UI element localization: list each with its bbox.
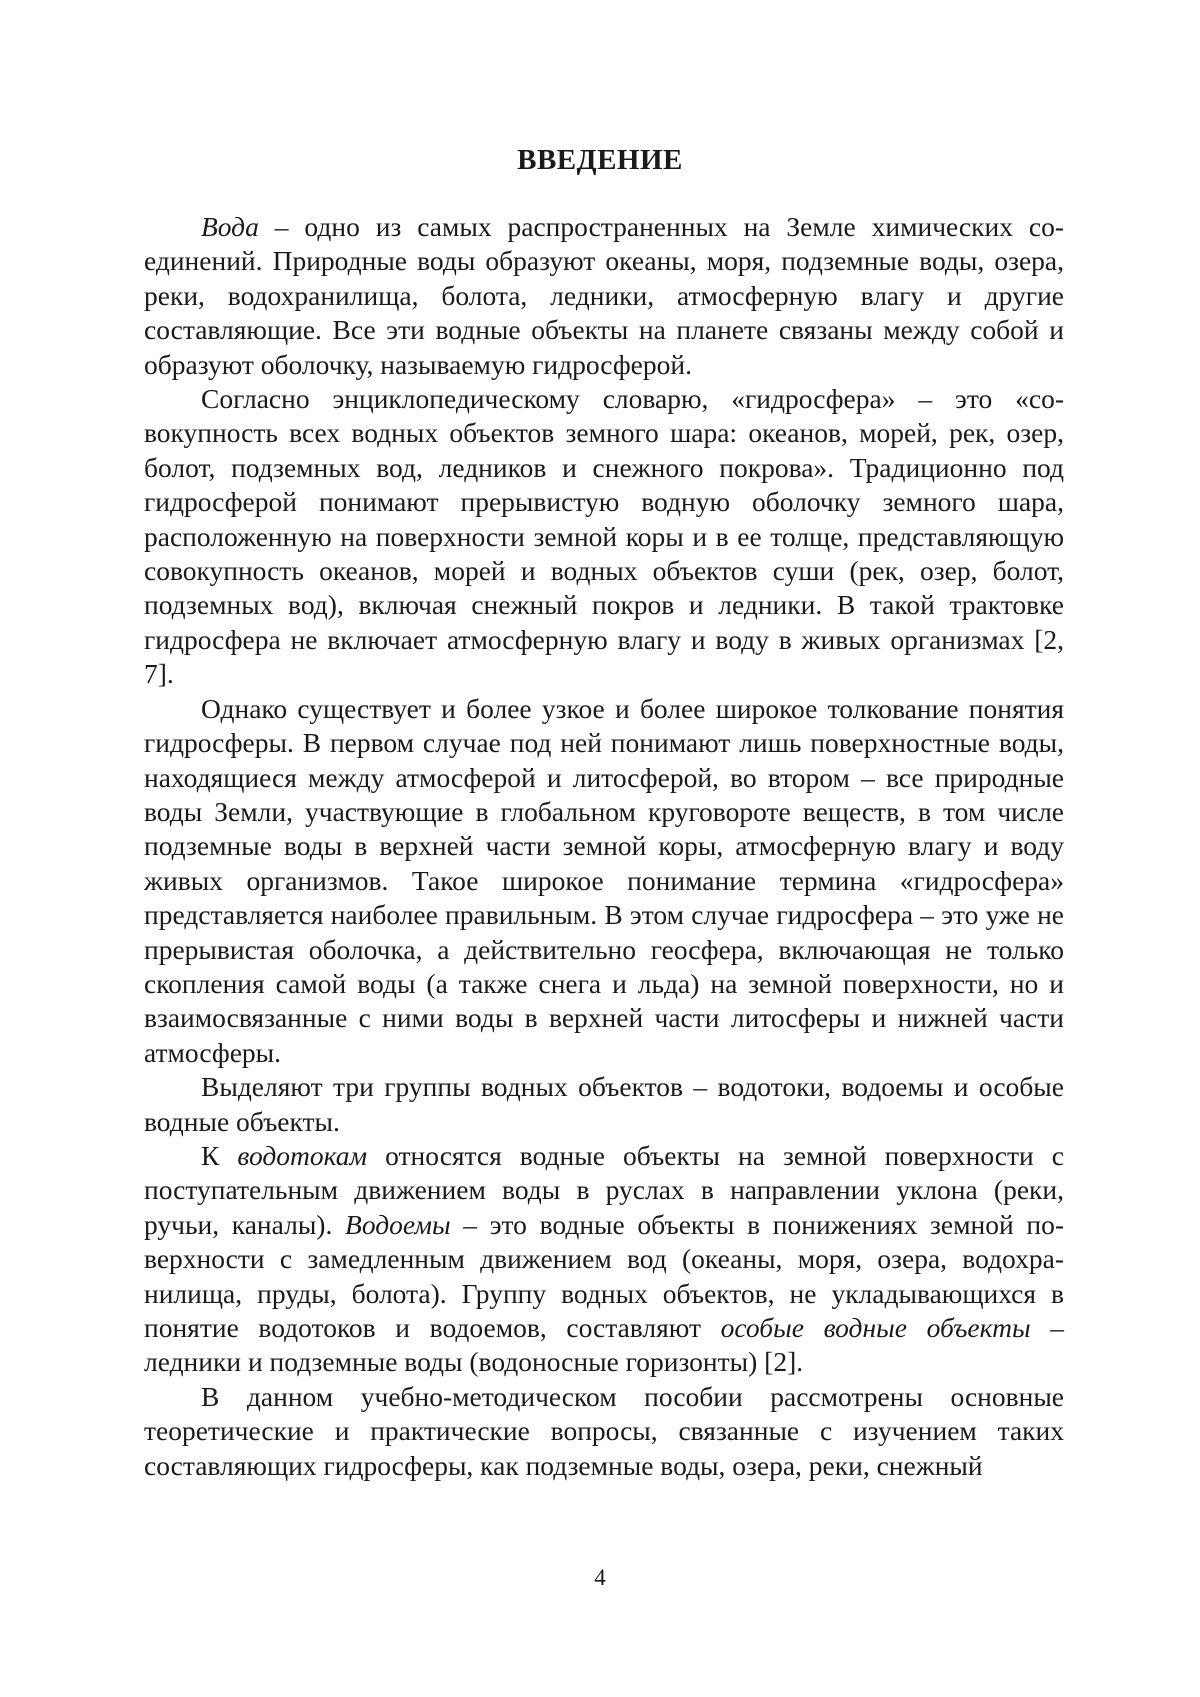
- text-run: Однако существует и более узкое и более широкое толкование понятия гидросферы. В первом случае под ней понимают лишь поверхностные воды, находящиеся между атмосферой и литосферой, во втором – все природные воды Земли, участвующие в глобальном круговороте веществ, в том числе подземные воды в верхней части земной коры, атмосферную влагу и воду живых организмов. Такое широкое понимание термина «гидросфера» представляется наиболее правильным. В этом случае гидросфера – это уже не прерывистая оболочка, а действительно геосфера, включающая не только скопления самой воды (а также снега и льда) на земной поверхности, но и взаимосвязанные с ними воды в верхней части литосферы и нижней части атмосферы.: [144, 692, 1064, 1068]
- italic-term: Вода: [201, 211, 259, 242]
- text-run: В данном учебно-методическом пособии рассмотрены основные теоретические и практические вопросы, связанные с изучением таких составляющих гидросферы, как подземные воды, озера, реки, снежный: [144, 1380, 1064, 1481]
- text-run: – это водные объекты в понижениях земной поверхности с замедленным движением вод (океаны, моря, озера, водохранилища, пруды, болота). Группу водных объектов, не укладывающихся в понятие водотоков и водоемов, составляют: [144, 1208, 1064, 1343]
- italic-term: Водоемы: [345, 1208, 451, 1240]
- paragraph-three-groups: [144, 1070, 1064, 1139]
- text-run: – одно из самых распространенных на Земле химических соединений. Природные воды образуют океаны, моря, подземные воды, озера, реки, водохранилища, болота, ледники, атмосферную влагу и другие составляющие. Все эти водные объекты на планете связаны между собой и образуют оболочку, называемую гидросферой.: [144, 211, 1064, 380]
- paragraph-manual-scope: [144, 1380, 1064, 1483]
- italic-term: водотокам: [237, 1139, 368, 1171]
- body-text: [144, 210, 1064, 1483]
- paragraph-watercourses-waterbodies: [144, 1139, 1064, 1380]
- text-run: Согласно энциклопедическому словарю, «гидросфера» – это «совокупность всех водных объектов земного шара: океанов, морей, рек, озер, болот, подземных вод, ледников и снежного покрова». Традиционно под гидросферой понимают прерывистую водную оболочку земного шара, расположенную на поверхности земной коры и в ее толще, представляющую совокупность океанов, морей и водных объектов суши (рек, озер, болот, подземных вод), включая снежный покров и ледники. В такой трактовке гидросфера не включает атмосферную влагу и воду в живых организмах [2, 7].: [144, 383, 1064, 690]
- text-run: относятся водные объекты на земной поверхности с поступательным движением воды в руслах в направлении уклона (реки, ручьи, каналы).: [144, 1139, 1064, 1240]
- paragraph-narrow-broad-interpretation: [144, 692, 1064, 1070]
- section-heading: ВВЕДЕНИЕ: [517, 144, 683, 176]
- italic-term: особые водные объекты: [720, 1312, 1031, 1343]
- text-run: Выделяют три группы водных объектов – водотоки, водоемы и особые водные объекты.: [144, 1071, 1064, 1137]
- text-run: – ледники и подземные воды (водоносные горизонты) [2].: [144, 1312, 1064, 1378]
- page-number: 4: [594, 1565, 606, 1590]
- text-run: К: [201, 1139, 238, 1171]
- paragraph-water-definition: [144, 210, 1064, 382]
- paragraph-hydrosphere-definition: [144, 382, 1064, 692]
